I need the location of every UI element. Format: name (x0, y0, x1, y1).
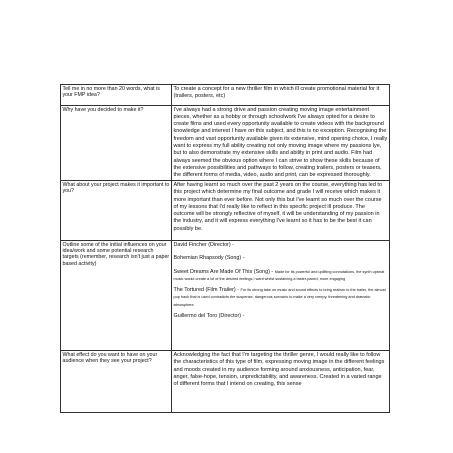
influence-detail: Made for its powerful and uplifting connotations, the synth upbeat music would create a lot of the desired feelings I want whilst sustaining a faster-paced, more engaging (173, 269, 385, 281)
answer-cell: After having learnt so much over the past 2 years on the course, everything has led to this project which determine my final outcome and grade I will receive which makes it more important than ever before. Not only this but I've learnt so much over the course of my lessons that I'd really like to reflect in this specific project ill produce. The outcome will be strongly reflective of myself, it will be understanding of my passion in the industry, and it will express everything I've learnt so it has to be the best it can possibly be. (172, 181, 390, 241)
question-cell: Outline some of the initial influences on your idea/work and some potential research targets (remember, research isn't just a paper based activity) (61, 241, 172, 351)
influence-title: David Fincher (Director) - (173, 241, 235, 248)
influence-title: Guillermo del Toro (Director) - (173, 313, 245, 320)
influence-title: Sweet Dreams Are Made Of This (Song) - (173, 268, 274, 275)
influence-item (174, 313, 388, 320)
influence-item (174, 255, 388, 262)
question-cell: Tell me in no more than 20 words, what is your FMP idea? (61, 85, 172, 106)
table-row (61, 241, 390, 351)
answer-cell: I've always had a strong drive and passion creating moving image entertainment pieces, whether as a hobby or through schoolwork I've always opted for a desire to create films and used every opportunity available to create videos with the background knowledge and interest I have on this subject, and this is no exception. Recognising the freedom and vast opportunity available given its extensive, mind opening choice, I really want to express my full ability creating not only moving image where my passions lye, but to also demonstrate my extensive skills and ability in print and audio. Film had always seemed the obvious option where I can strive to show these skills because of the extensive possibilities and pathways to follow, creating trailers, posters or teasers, the different forms of media, video, audio and print, can be expressed thoroughly. (172, 106, 390, 181)
question-cell: What about your project makes it important to you? (61, 181, 172, 241)
influence-item (174, 242, 388, 249)
influence-item (174, 287, 388, 309)
table-row (61, 85, 390, 106)
table-row (61, 106, 390, 181)
influences-cell (172, 241, 390, 351)
question-cell: What effect do you want to have on your audience when they see your project? (61, 351, 172, 413)
influence-item (174, 269, 388, 284)
fmp-proposal-table (60, 84, 390, 413)
answer-cell: Acknowledging the fact that I'm targeting the thriller genre, I would really like to follow the characteristics of this type of film, expressing moving image in the different feelings and moods created in my audience forming around anxiousness, anticipation, fear, anger, false-hope, tension, unpredictability, and awareness. Created in a varied range of different forms that I intend on creating, this sense (172, 351, 390, 413)
table-row (61, 351, 390, 413)
table-row (61, 181, 390, 241)
question-cell: Why have you decided to make it? (61, 106, 172, 181)
influence-detail: For its strong take on music and sound effects to bring realism to the trailer, the almost pop track that is used contradicts the suspense, dangerous scenario to make a very creepy, threatening and dramatic atmosphere. (173, 288, 386, 307)
influence-title: Bohemian Rhapsody (Song) - (173, 255, 245, 262)
influence-title: The Tortured (Film Trailer) - (173, 287, 239, 294)
answer-cell: To create a concept for a new thriller film in which ill create promotional material for it (trailers, posters, etc) (172, 85, 390, 106)
